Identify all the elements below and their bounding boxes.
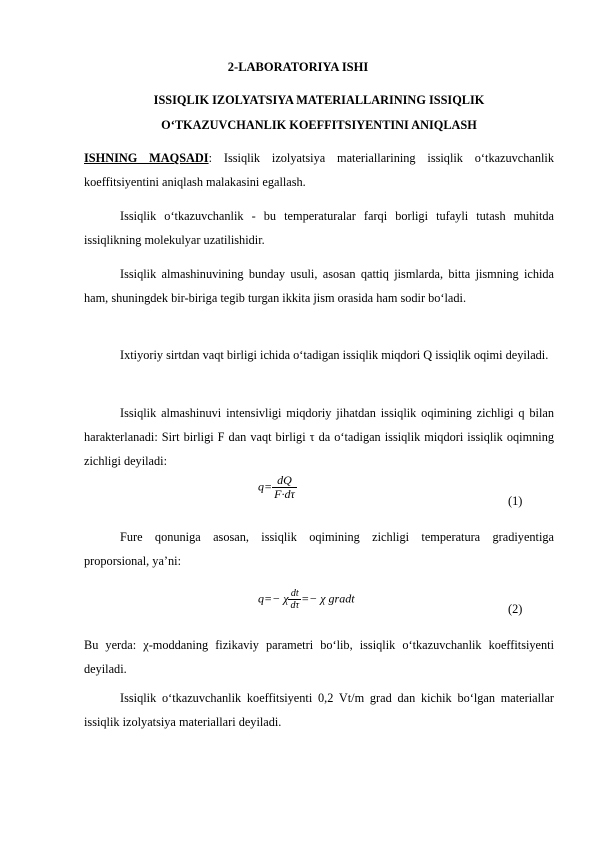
- formula-1-numerator: dQ: [272, 474, 297, 488]
- formula-1-fraction: [272, 474, 297, 501]
- formula-1-denominator: F·dτ: [274, 487, 295, 501]
- goal-text: : Issiqlik izolyatsiya materiallarining issiqlik o‘tkazuvchanlik koeffitsiyentini aniqlash malakasini egallash.: [84, 151, 554, 189]
- title-line-1: ISSIQLIK IZOLYATSIYA MATERIALLARINING ISSIQLIK: [153, 93, 485, 107]
- formula-1-lhs: q=: [258, 479, 273, 494]
- goal-paragraph: [84, 146, 554, 194]
- formula-2-rhs: =− χ gradt: [301, 591, 355, 606]
- goal-label: ISHNING MAQSADI: [84, 151, 209, 165]
- equation-number-2: (2): [508, 602, 523, 616]
- paragraph-3: Ixtiyoriy sirtdan vaqt birligi ichida o‘tadigan issiqlik miqdori Q issiqlik oqimi deyiladi.: [120, 348, 549, 362]
- document-title: [84, 88, 554, 138]
- paragraph-6: Bu yerda: χ-moddaning fizikaviy parametri bo‘lib, issiqlik o‘tkazuvchanlik koeffitsiyenti deyiladi.: [84, 638, 554, 676]
- equation-number-1: (1): [508, 494, 523, 508]
- paragraph-7: Issiqlik o‘tkazuvchanlik koeffitsiyenti 0,2 Vt/m grad dan kichik bo‘lgan materiallar issiqlik izolyatsiya materiallari deyiladi.: [84, 691, 554, 729]
- formula-2-denominator: dτ: [290, 600, 300, 611]
- paragraph-1: Issiqlik o‘tkazuvchanlik - bu temperaturalar farqi borligi tufayli tutash muhitda issiqlikning molekulyar uzatilishidir.: [84, 209, 554, 247]
- formula-2-lhs: q=− χ: [258, 591, 289, 606]
- title-line-2: O‘TKAZUVCHANLIK KOEFFITSIYENTINI ANIQLASH: [161, 118, 477, 132]
- paragraph-2: Issiqlik almashinuvining bunday usuli, asosan qattiq jismlarda, bitta jismning ichida ham, shuningdek bir-biriga tegib turgan ikkita jism orasida ham sodir bo‘ladi.: [84, 267, 554, 305]
- formula-2-numerator: dt: [288, 588, 301, 600]
- paragraph-4: Issiqlik almashinuvi intensivligi miqdoriy jihatdan issiqlik oqimining zichligi q bilan harakterlanadi: Sirt birligi F dan vaqt birligi τ da o‘tadigan issiqlik miqdori issiqlik oqimning zichligi deyiladi:: [84, 406, 554, 468]
- formula-2: [258, 588, 355, 611]
- formula-2-fraction: [288, 588, 301, 611]
- formula-1: [258, 474, 297, 501]
- paragraph-5: Fure qonuniga asosan, issiqlik oqimining zichligi temperatura gradiyentiga proporsional, ya’ni:: [84, 530, 554, 568]
- lab-heading: 2-LABORATORIYA ISHI: [227, 60, 369, 74]
